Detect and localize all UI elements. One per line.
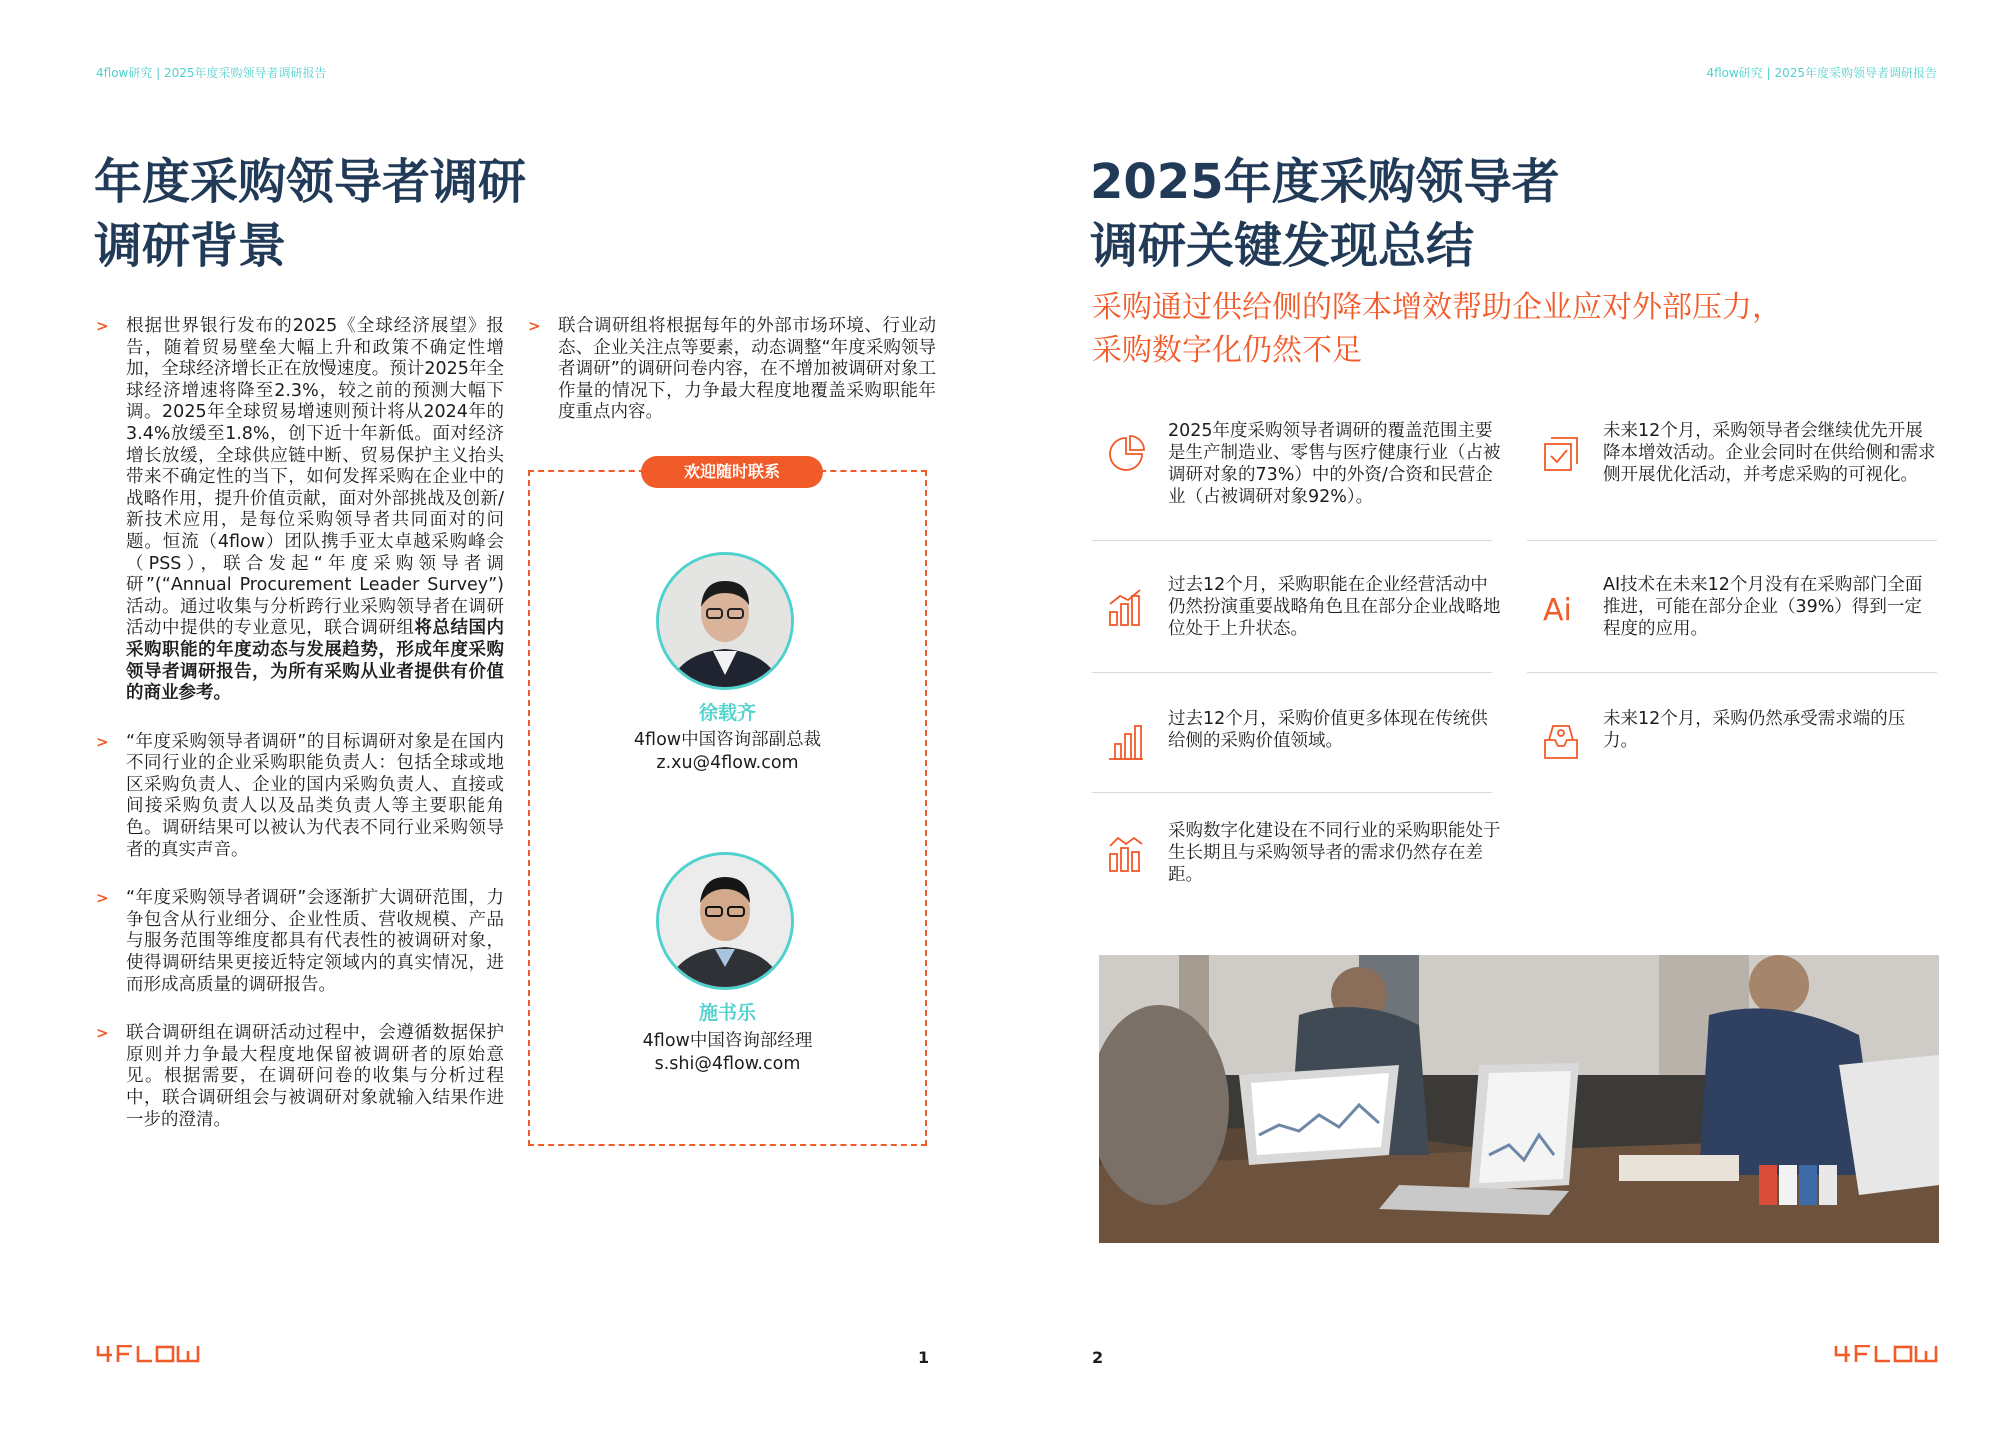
divider bbox=[1527, 672, 1937, 673]
4flow-logo-icon bbox=[1834, 1345, 1938, 1363]
divider bbox=[1092, 540, 1492, 541]
page-subtitle bbox=[1092, 286, 1782, 372]
finding-text: 2025年度采购领导者调研的覆盖范围主要是生产制造业、零售与医疗健康行业（占被调研对象的73%）中的外资/合资和民营企业（占被调研对象92%）。 bbox=[1168, 421, 1501, 507]
title-line-2: 调研关键发现总结 bbox=[1090, 218, 1475, 274]
divider bbox=[1092, 792, 1492, 793]
finding-text: 未来12个月，采购仍然承受需求端的压力。 bbox=[1603, 709, 1906, 751]
finding-text: 过去12个月，采购职能在企业经营活动中仍然扮演重要战略角色且在部分企业战略地位处于上升状态。 bbox=[1168, 575, 1501, 639]
bullet-item: > 联合调研组将根据每年的外部市场环境、行业动态、企业关注点等要素，动态调整“年度采购领导者调研”的调研问卷内容，在不增加被调研对象工作量的情况下，力争最大程度地覆盖采购职能年度重点内容。 bbox=[528, 316, 936, 423]
brand-logo bbox=[96, 1345, 200, 1367]
subtitle-line-1: 采购通过供给侧的降本增效帮助企业应对外部压力， bbox=[1092, 290, 1782, 325]
person-email[interactable]: z.xu@4flow.com bbox=[656, 753, 799, 773]
ai-icon bbox=[1541, 588, 1581, 628]
divider bbox=[1092, 672, 1492, 673]
contact-label: 欢迎随时联系 bbox=[641, 456, 823, 488]
finding-text: 采购数字化建设在不同行业的采购职能处于生长期且与采购领导者的需求仍然存在差距。 bbox=[1168, 821, 1501, 885]
person-name: 施书乐 bbox=[698, 1002, 756, 1024]
person-email[interactable]: s.shi@4flow.com bbox=[654, 1054, 801, 1074]
title-line-2: 调研背景 bbox=[94, 218, 287, 274]
page-header-right: 4flow研究 | 2025年度采购领导者调研报告 bbox=[1706, 66, 1937, 80]
inbox-pressure-icon bbox=[1541, 722, 1581, 762]
svg-text:Ai: Ai bbox=[1543, 593, 1572, 628]
bullet-item: > “年度采购领导者调研”的目标调研对象是在国内不同行业的企业采购职能负责人：包括全球或地区采购负责人、企业的国内采购负责人、直接或间接采购负责人以及品类负责人等主要职能角色。调研结果可以被认为代表不同行业采购领导者的真实声音。 bbox=[96, 731, 504, 860]
person-name: 徐载齐 bbox=[698, 702, 756, 724]
chevron-right-icon: > bbox=[96, 1024, 109, 1043]
divider bbox=[1527, 540, 1937, 541]
office-photo bbox=[1099, 955, 1939, 1243]
chevron-right-icon: > bbox=[96, 317, 109, 335]
finding-text: 未来12个月，采购领导者会继续优先开展降本增效活动。企业会同时在供给侧和需求侧开展优化活动，并考虑采购的可视化。 bbox=[1603, 421, 1936, 485]
avatar bbox=[656, 852, 794, 990]
finding-text: AI技术在未来12个月没有在采购部门全面推进，可能在部分企业（39%）得到一定程度的应用。 bbox=[1603, 575, 1923, 639]
bold-text: 将总结国内采购职能的年度动态与发展趋势，形成年度采购领导者调研报告，为所有采购从业者提供有价值的商业参考。 bbox=[126, 618, 505, 704]
chevron-right-icon: > bbox=[96, 732, 109, 751]
page-title-left bbox=[94, 150, 526, 278]
background-bullets-col2 bbox=[528, 316, 936, 451]
trend-chart-icon bbox=[1106, 834, 1146, 874]
page-number: 2 bbox=[1092, 1348, 1104, 1367]
bar-chart-icon bbox=[1106, 722, 1146, 762]
person-photo-icon bbox=[659, 855, 791, 987]
chevron-right-icon: > bbox=[528, 317, 541, 335]
person-photo-icon bbox=[659, 555, 791, 687]
bullet-item: > 联合调研组在调研活动过程中，会遵循数据保护原则并力争最大程度地保留被调研者的原始意见。根据需要，在调研问卷的收集与分析过程中，联合调研组会与被调研对象就输入结果作进一步的澄清。 bbox=[96, 1023, 504, 1130]
chevron-right-icon: > bbox=[96, 889, 109, 908]
pie-chart-icon bbox=[1106, 434, 1146, 474]
office-meeting-image-icon bbox=[1099, 955, 1939, 1243]
page-header-left: 4flow研究 | 2025年度采购领导者调研报告 bbox=[96, 66, 327, 80]
checklist-icon bbox=[1541, 434, 1581, 474]
brand-logo bbox=[1834, 1345, 1938, 1367]
finding-text: 过去12个月，采购价值更多体现在传统供给侧的采购价值领域。 bbox=[1168, 709, 1488, 751]
person-title: 4flow中国咨询部经理 bbox=[642, 1031, 813, 1051]
bullet-item: > 根据世界银行发布的2025《全球经济展望》报告，随着贸易壁垒大幅上升和政策不确定性增加，全球经济增长正在放慢速度。预计2025年全球经济增速将降至2.3%，较之前的预测大幅下调。2025年全球贸易增速则预计将从2024年的3.4%放缓至1.8%，创下近十年新低。面对经济增长放缓，全球供应链中断、贸易保护主义抬头带来不确定性的当下，如何发挥采购在企业中的战略作用，提升价值贡献，面对外部挑战及创新/新技术应用，是每位采购领导者共同面对的问题。恒流（4flow）团队携手亚太卓越采购峰会（PSS），联合发起“年度采购领导者调研”(“Annual Procurement Leader Survey”)活动。通过收集与分析跨行业采购领导者在调研活动中提供的专业意见，联合调研组将总结国内采购职能的年度动态与发展趋势，形成年度采购领导者调研报告，为所有采购从业者提供有价值的商业参考。 bbox=[96, 316, 505, 704]
background-bullets bbox=[96, 316, 504, 1158]
subtitle-line-2: 采购数字化仍然不足 bbox=[1092, 333, 1362, 368]
bar-chart-up-icon bbox=[1106, 588, 1146, 628]
4flow-logo-icon bbox=[96, 1345, 200, 1363]
page-title-right bbox=[1090, 150, 1560, 278]
page-number: 1 bbox=[918, 1348, 930, 1367]
avatar bbox=[656, 552, 794, 690]
title-line-1: 年度采购领导者调研 bbox=[94, 154, 527, 210]
title-line-1: 2025年度采购领导者 bbox=[1090, 154, 1560, 210]
person-title: 4flow中国咨询部副总裁 bbox=[633, 730, 822, 750]
bullet-item: > “年度采购领导者调研”会逐渐扩大调研范围，力争包含从行业细分、企业性质、营收规模、产品与服务范围等维度都具有代表性的被调研对象，使得调研结果更接近特定领域内的真实情况，进而形成高质量的调研报告。 bbox=[96, 888, 504, 995]
